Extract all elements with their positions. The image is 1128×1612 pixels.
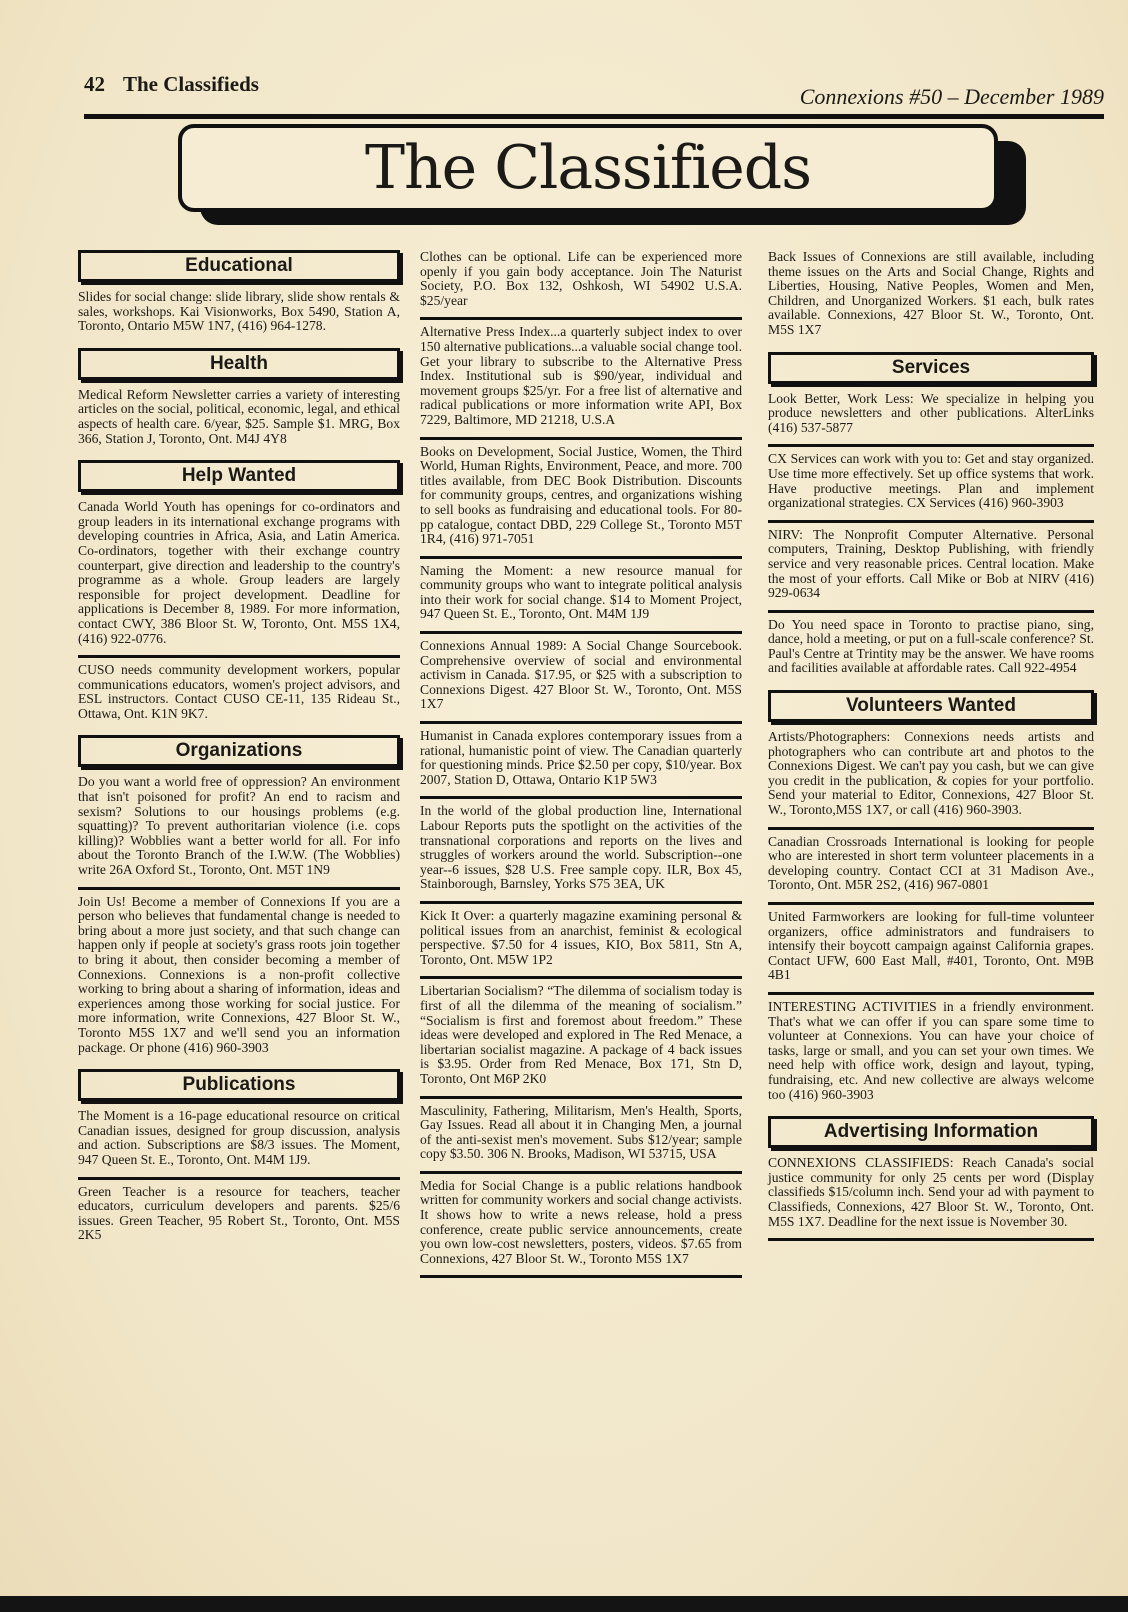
issue-line: Connexions #50 – December 1989	[799, 84, 1104, 109]
ad-divider	[768, 1238, 1094, 1241]
section-heading-organizations: Organizations	[78, 735, 400, 767]
classified-ad: CUSO needs community development workers, popular communications educators, women's project advisors, and ESL instructors. Contact CUSO CE-11, 135 Rideau St., Ottawa, Ont. K1N 9K7.	[78, 662, 400, 721]
header-rule	[84, 114, 1104, 119]
ad-divider	[420, 1275, 742, 1278]
section-heading-health: Health	[78, 348, 400, 380]
classified-ad: Do you want a world free of oppression? An environment that isn't poisoned for profit? An end to racism and sexism? Solutions to our housings problems (e.g. squatting)? To prevent authoritarian violence (i.e. cops killing)? Wobblies want a better world for all. For info about the Toronto Branch of the I.W.W. (The Wobblies) write 26A Oxford St., Toronto, Ont. M5T 1N9	[78, 774, 400, 878]
classified-ad: Masculinity, Fathering, Militarism, Men's Health, Sports, Gay Issues. Read all about it in Changing Men, a journal of the anti-sexist men's movement. Subs $12/year; sample copy $3.50. 306 N. Brooks, Madison, WI 53715, USA	[420, 1102, 742, 1162]
ad-divider	[420, 556, 742, 559]
ad-divider	[420, 721, 742, 724]
section-heading-volunteers-wanted: Volunteers Wanted	[768, 690, 1094, 722]
classified-ad: Clothes can be optional. Life can be experienced more openly if you gain body acceptance. Join The Naturist Society, P.O. Box 132, Oshkosh, WI 54902 U.S.A. $25/year	[420, 249, 742, 308]
running-section-title: The Classifieds	[123, 72, 259, 96]
classified-ad: Media for Social Change is a public relations handbook written for community workers and social change activists. It shows how to write a news release, hold a press conference, create public service announcements, create you own low-cost newsletters, posters, videos. $7.65 from Connexions, 427 Bloor St. W., Toronto M5S 1X7	[420, 1177, 742, 1266]
ad-divider	[420, 1171, 742, 1174]
classified-ad: Humanist in Canada explores contemporary issues from a rational, humanistic point of view. The Canadian quarterly for questioning minds. Price $2.50 per copy, $10/year. Box 2007, Station D, Ottawa, Ontario K1P 5W3	[420, 728, 742, 787]
column-1	[78, 240, 400, 1247]
ad-divider	[420, 901, 742, 904]
ad-divider	[420, 976, 742, 979]
section-heading-help-wanted: Help Wanted	[78, 460, 400, 492]
ad-divider	[78, 887, 400, 890]
banner-title: The Classifieds	[365, 133, 811, 203]
classified-ad: Medical Reform Newsletter carries a variety of interesting articles on the social, political, economic, legal, and ethical aspects of health care. 6/year, $25. Sample $1. MRG, Box 366, Station J, Toronto, Ont. M4J 4Y8	[78, 386, 400, 446]
ad-divider	[420, 437, 742, 440]
column-2	[420, 250, 742, 1283]
ad-divider	[420, 317, 742, 320]
classified-ad: Libertarian Socialism? “The dilemma of socialism today is first of all the dilemma of the meaning of socialism.” “Socialism is first and foremost about freedom.” These ideas were developed and explored in The Red Menace, a libertarian socialist magazine. A package of 4 back issues is $3.95. Order from Red Menace, Box 171, Stn D, Toronto, Ont M6P 2K0	[420, 983, 742, 1086]
classified-ad: Alternative Press Index...a quarterly subject index to over 150 alternative publications...a valuable social change tool. Get your library to subscribe to the Alternative Press Index. Institutional sub is $90/year, individual and movement groups $25/yr. For a free list of alternative and radical publications or more information write API, Box 7229, Baltimore, MD 21218, U.S.A	[420, 324, 742, 427]
classified-ad: Naming the Moment: a new resource manual for community groups who want to integrate political analysis into their work for social change. $14 to Moment Project, 947 Queen St. E., Toronto, Ont. M4M 1J9	[420, 562, 742, 622]
section-heading-publications: Publications	[78, 1069, 400, 1101]
classified-ad: CX Services can work with you to: Get and stay organized. Use time more effectively. Set up office systems that work. Have productive meetings. Plan and implement organizational strategies. CX Services (416) 960-3903	[768, 451, 1094, 511]
running-header	[84, 72, 259, 97]
classified-ad: In the world of the global production line, International Labour Reports puts the spotlight on the activities of the transnational corporations and reports on the lives and struggles of workers around the world. Subscription--one year--6 issues, $28 U.S. Free sample copy. ILR, Box 45, Stainborough, Barnsley, Yorks S75 3EA, UK	[420, 803, 742, 892]
column-3	[768, 250, 1094, 1246]
classified-ad: Join Us! Become a member of Connexions If you are a person who believes that fundamental change is needed to bring about a more just society, and that such change can happen only if people at society's grass roots join together to bring it about, then consider becoming a member of Connexions. Connexions is a non-profit collective working to bring about a sharing of information, ideas and experiences among those working for social justice. For more information, write Connexions, 427 Bloor St. W., Toronto M5S 1X7 and we'll send you an information package. Or phone (416) 960-3903	[78, 893, 400, 1055]
ad-divider	[768, 444, 1094, 447]
classified-ad: INTERESTING ACTIVITIES in a friendly environment. That's what we can offer if you can spare some time to volunteer at Connexions. You can have your choice of tasks, large or small, and you can set your own times. We need help with office work, design and layout, typing, fundraising, etc. And new collective are always welcome too (416) 960-3903	[768, 998, 1094, 1102]
ad-divider	[768, 520, 1094, 523]
classified-ad: Books on Development, Social Justice, Women, the Third World, Human Rights, Environment, Peace, and more. 700 titles available, from DEC Book Distribution. Discounts for community groups, centres, and organizations wishing to sell books as fundraising and educational tools. For 80-pp catalogue, contact DBD, 229 College St., Toronto M5T 1R4, (416) 971-7051	[420, 443, 742, 547]
ad-divider	[768, 992, 1094, 995]
classified-ad: CONNEXIONS CLASSIFIEDS: Reach Canada's social justice community for only 25 cents per word (Display classifieds $15/column inch. Send your ad with payment to Classifieds, Connexions, 427 Bloor St. W., Toronto, Ont. M5S 1X7. Deadline for the next issue is November 30.	[768, 1155, 1094, 1229]
classified-ad: Canada World Youth has openings for co-ordinators and group leaders in its international exchange programs with developing countries in Africa, Asia, and Latin America. Co-ordinators, together with their exchange country counterpart, give direction and leadership to the country's programme as a whole. Group leaders are largely responsible for project development. Deadline for applications is December 8, 1989. For more information, contact CWY, 386 Bloor St. W, Toronto, Ont. M5S 1X4, (416) 922-0776.	[78, 499, 400, 646]
classified-ad: Green Teacher is a resource for teachers, teacher educators, curriculum developers and parents. $25/6 issues. Green Teacher, 95 Robert St., Toronto, Ont. M5S 2K5	[78, 1183, 400, 1243]
page-bottom-edge	[0, 1596, 1128, 1612]
classified-ad: The Moment is a 16-page educational resource on critical Canadian issues, designed for group discussion, analysis and action. Subscriptions are $8/3 issues. The Moment, 947 Queen St. E., Toronto, Ont. M4M 1J9.	[78, 1108, 400, 1167]
section-heading-educational: Educational	[78, 250, 400, 282]
section-heading-advertising-information: Advertising Information	[768, 1116, 1094, 1148]
classified-ad: NIRV: The Nonprofit Computer Alternative. Personal computers, Training, Desktop Publishing, with friendly service and very reasonable prices. Central location. Make the most of your efforts. Call Mike or Bob at NIRV (416) 929-0634	[768, 526, 1094, 601]
classified-ad: Canadian Crossroads International is looking for people who are interested in short term volunteer placements in a developing country. Contact CCI at 31 Madison Ave., Toronto, Ont. M5R 2S2, (416) 967-0801	[768, 833, 1094, 893]
ad-divider	[78, 1177, 400, 1180]
classified-ad: Look Better, Work Less: We specialize in helping you produce newsletters and other publications. AlterLinks (416) 537-5877	[768, 390, 1094, 435]
classified-ad: Connexions Annual 1989: A Social Change Sourcebook. Comprehensive overview of social and environmental activism in Canada. $17.95, or $25 with a subscription to Connexions Digest. 427 Bloor St. W., Toronto, Ont. M5S 1X7	[420, 638, 742, 712]
ad-divider	[768, 827, 1094, 830]
classified-ad: Do You need space in Toronto to practise piano, sing, dance, hold a meeting, or put on a full-scale conference? St. Paul's Centre at Trintity may be the answer. We have rooms and facilities available at affordable rates. Call 922-4954	[768, 616, 1094, 676]
ad-divider	[420, 631, 742, 634]
ad-divider	[768, 902, 1094, 905]
classified-ad: Artists/Photographers: Connexions needs artists and photographers who can contribute art and photos to the Connexions Digest. We can't pay you cash, but we can give you credit in the publication, & copies for your portfolio. Send your material to Editor, Connexions, 427 Bloor St. W., Toronto,M5S 1X7, or call (416) 960-3903.	[768, 729, 1094, 818]
classified-ad: Back Issues of Connexions are still available, including theme issues on the Arts and Social Change, Rights and Liberties, Housing, Native Peoples, Women and Men, Children, and Unorganized Workers. $1 each, bulk rates available. Connexions, 427 Bloor St. W., Toronto, Ont. M5S 1X7	[768, 249, 1094, 337]
classified-ad: Kick It Over: a quarterly magazine examining personal & political issues from an anarchist, feminist & ecological perspective. $7.50 for 4 issues, KIO, Box 5811, Stn A, Toronto, Ont. M5W 1P2	[420, 907, 742, 967]
classified-ad: Slides for social change: slide library, slide show rentals & sales, workshops. Kai Visionworks, Box 5490, Station A, Toronto, Ontario M5W 1N7, (416) 964-1278.	[78, 289, 400, 334]
section-heading-services: Services	[768, 352, 1094, 384]
ad-divider	[768, 610, 1094, 613]
page-number: 42	[84, 72, 105, 96]
ad-divider	[78, 655, 400, 658]
classified-ad: United Farmworkers are looking for full-time volunteer organizers, office administrators and fundraisers to intensify their boycott campaign against California grapes. Contact UFW, 600 East Mall, #401, Toronto, Ont. M9B 4B1	[768, 909, 1094, 983]
ad-divider	[420, 796, 742, 799]
ad-divider	[420, 1096, 742, 1099]
banner	[178, 124, 998, 212]
